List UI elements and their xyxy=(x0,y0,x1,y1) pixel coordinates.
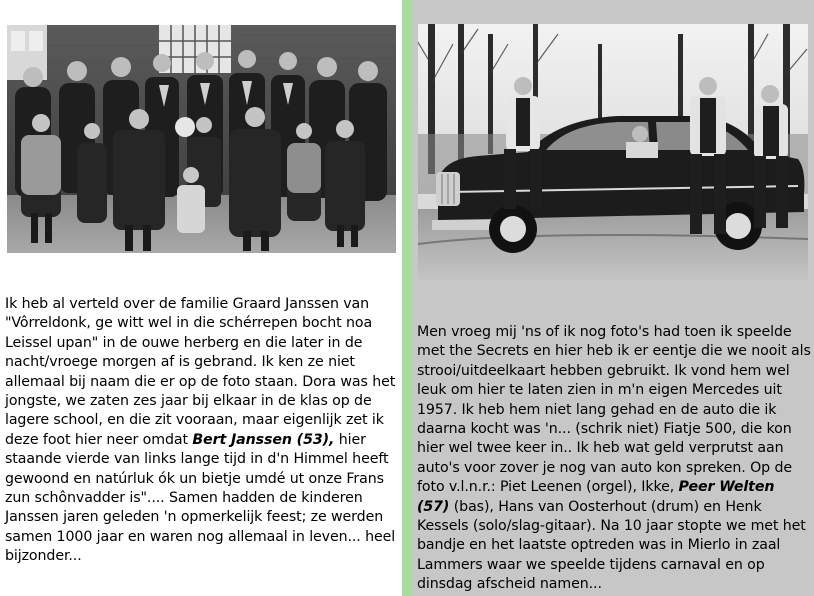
family-group-photo xyxy=(7,25,396,253)
family-story-rest: hier staande vierde van links lange tijd in d'n Himmel heeft gewoond en natúrluk ók un bietje umdé ut onze Frans zun schônvadder is".... Samen hadden de kinderen Janssen jaren geleden 'n opmerkelijk feest; ze werden samen 1000 jaar en waren nog allemaal in leven... heel bijzonder... xyxy=(5,431,396,565)
band-mercedes-photo xyxy=(418,24,808,280)
family-story-text xyxy=(5,295,400,567)
family-story-intro: Ik heb al verteld over de familie Graard Janssen van "Vôrreldonk, ge witt wel in die schérrepen bocht noa Leissel upan" in de ouwe herberg en die later in de nacht/vroege morgen af is gebrand. Ik ken ze niet allemaal bij naam die er op de foto staan. Dora was het jongste, we zaten zes jaar bij elkaar in de klas op de lagere school, en die zit vooraan, maar eigenlijk zet ik deze foot hier neer omdat xyxy=(5,296,396,448)
panel-divider xyxy=(402,0,411,596)
peer-welten-name: Peer Welten (57) xyxy=(417,479,775,515)
band-story-intro: Men vroeg mij 'ns of ik nog foto's had toen ik speelde met the Secrets en hier heb ik er eentje die we nooit als strooi/uitdeelkaart hebben gebruikt. Ik vond hem wel leuk om hier te laten zien in m'n eigen Mercedes uit 1957. Ik heb hem niet lang gehad en de auto die ik daarna kocht was 'n... (schrik niet) Fiatje 500, die kon hier wel twee keer in.. Ik heb wat geld verprutst aan auto's voor zover je nog van auto kon spreken. Op de foto v.l.n.r.: Piet Leenen (orgel), Ikke, xyxy=(417,324,811,496)
band-story-text xyxy=(417,323,811,595)
band-story-rest: (bas), Hans van Oosterhout (drum) en Henk Kessels (solo/slag-gitaar). Na 10 jaar stopte we met het bandje en het laatste optreden was in Mierlo in zaal Lammers waar we speelde tijdens carnaval en op dinsdag afscheid namen... xyxy=(417,498,806,593)
bert-janssen-name: Bert Janssen (53), xyxy=(192,431,335,448)
